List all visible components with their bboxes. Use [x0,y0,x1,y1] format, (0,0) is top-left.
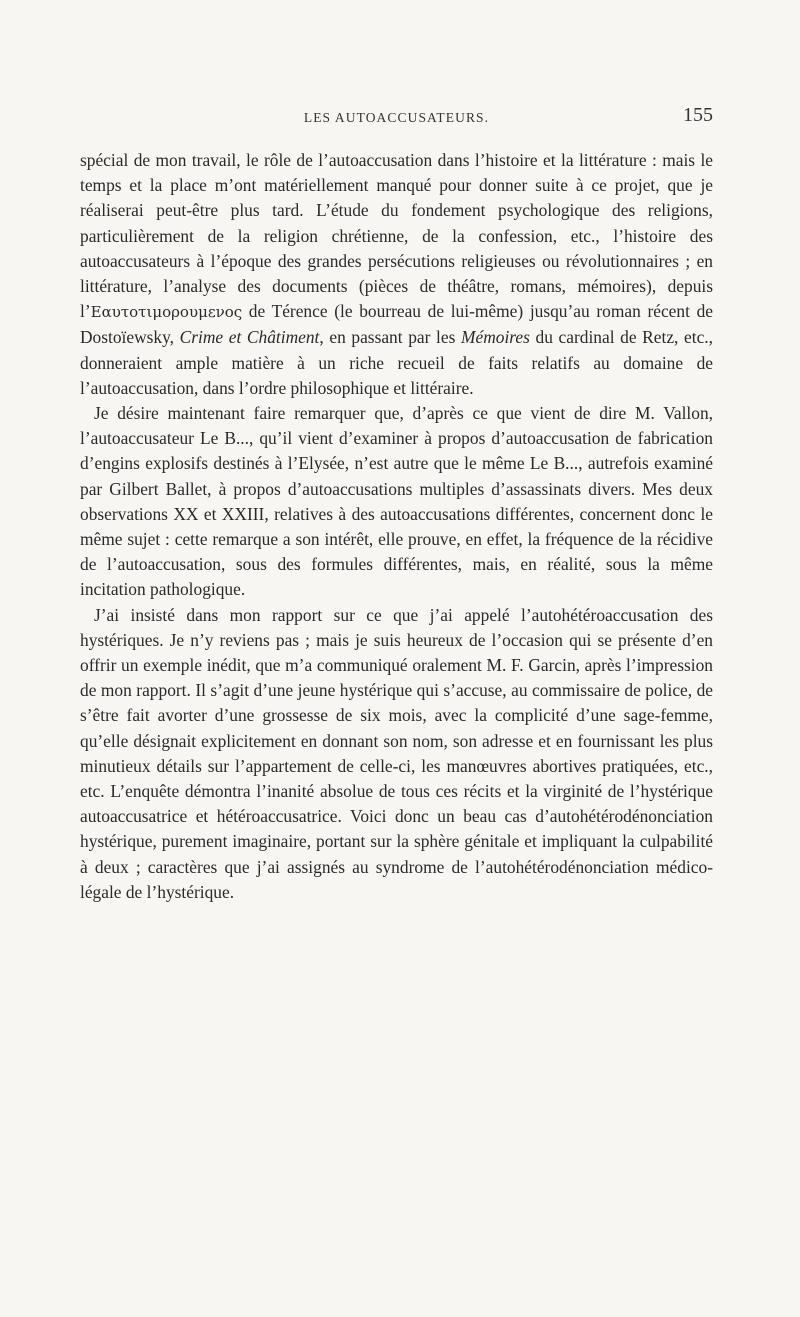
paragraph-1-part-2: de Térence (le bourreau de lui-même) jusqu’au roman récent de Dostoïewsky, [80,301,713,348]
paragraph-1 [80,148,713,401]
page-number: 155 [683,104,713,126]
paragraph-2: Je désire maintenant faire remarquer que, d’après ce que vient de dire M. Vallon, l’autoaccusateur Le B..., qu’il vient d’examiner à propos d’autoaccusation de fabrication d’engins explosifs destinés à l’Elysée, n’est autre que le même Le B..., autrefois examiné par Gilbert Ballet, à propos d’autoaccusations multiples d’assassinats divers. Mes deux observations XX et XXIII, relatives à des autoaccusations différentes, concernent donc le même sujet : cette remarque a son intérêt, elle prouve, en effet, la fréquence de la récidive de l’autoaccusation, sous des formules différentes, mais, en réalité, sous la même incitation pathologique. [80,403,713,600]
italic-title-crime-et-chatiment: Crime et Châtiment [179,327,320,348]
page-header [80,104,713,134]
italic-title-memoires: Mémoires [460,327,530,348]
greek-title: Εαυτοτιμορουμενος [90,303,243,322]
paragraph-1-part-1: spécial de mon travail, le rôle de l’autoaccusation dans l’histoire et la littérature : mais le temps et la place m’ont matériellement manqué pour donner suite à ce projet, que je réaliserai peut-être plus tard. L’étude du fondement psychologique des religions, particulièrement de la religion chrétienne, de la confession, etc., l’histoire des autoaccusateurs à l’époque des grandes persécutions religieuses ou révolutionnaires ; en littérature, l’analyse des documents (pièces de théâtre, romans, mémoires), depuis l’ [80,150,713,322]
paragraph-1-part-4: du cardinal de Retz, etc., donneraient ample matière à un riche recueil de faits relatifs au domaine de l’autoaccusation, dans l’ordre philosophique et littéraire. [80,327,713,398]
body-text [80,148,713,905]
paragraph-1-part-3: , en passant par les [319,327,461,348]
paragraph-3: J’ai insisté dans mon rapport sur ce que j’ai appelé l’autohétéroaccusation des hystériques. Je n’y reviens pas ; mais je suis heureux de l’occasion qui se présente d’en offrir un exemple inédit, que m’a communiqué oralement M. F. Garcin, après l’impression de mon rapport. Il s’agit d’une jeune hystérique qui s’accuse, au commissaire de police, de s’être fait avorter d’une grossesse de six mois, avec la complicité d’une sage-femme, qu’elle désignait explicitement en donnant son nom, son adresse et en fournissant les plus minutieux détails sur l’appartement de celle-ci, les manœuvres abortives pratiquées, etc., etc. L’enquête démontra l’inanité absolue de tous ces récits et la virginité de l’hystérique autoaccusatrice et hétéroaccusatrice. Voici donc un beau cas d’autohétérodénonciation hystérique, purement imaginaire, portant sur la sphère génitale et impliquant la culpabilité à deux ; caractères que j’ai assignés au syndrome de l’autohétérodénonciation médico-légale de l’hystérique. [80,604,713,902]
running-title: LES AUTOACCUSATEURS. [303,110,490,125]
